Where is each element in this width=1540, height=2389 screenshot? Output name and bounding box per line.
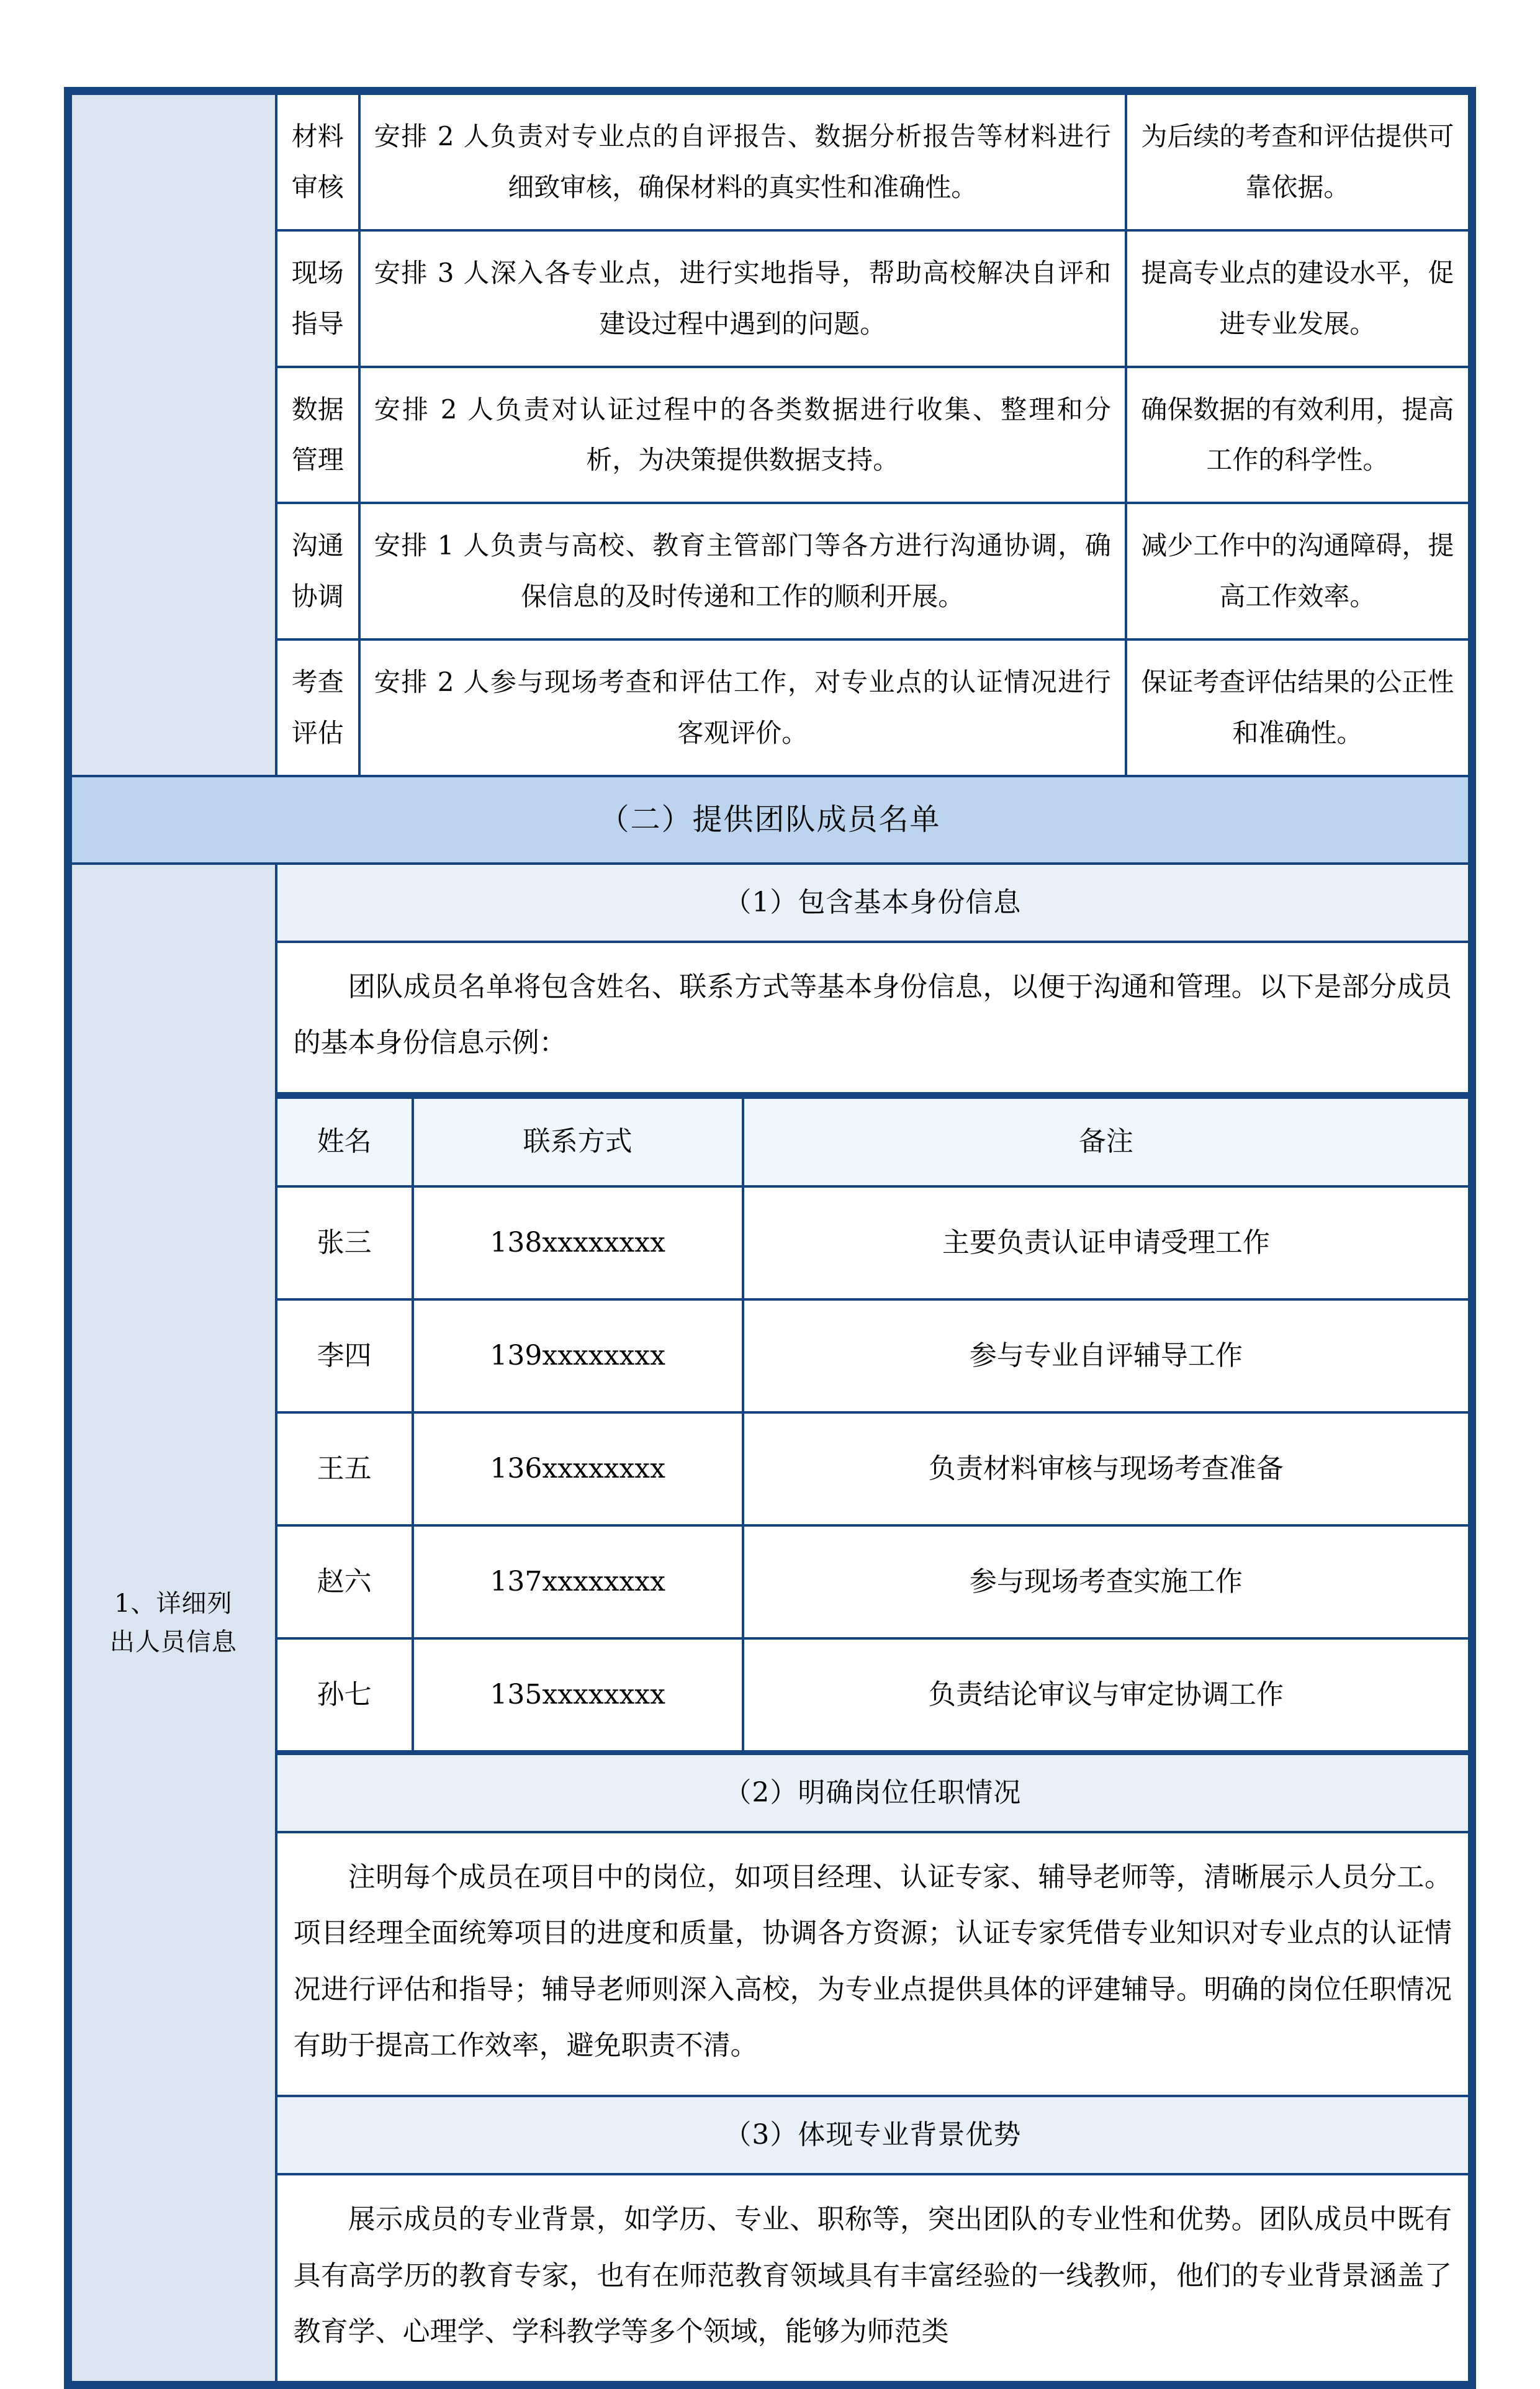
member-name-0: 张三 [277,1186,413,1299]
member-col-header-note: 备注 [743,1097,1468,1186]
member-name-1: 李四 [277,1299,413,1412]
sub-paragraph-3: 展示成员的专业背景，如学历、专业、职称等，突出团队的专业性和优势。团队成员中既有具有高学历的教育专家，也有在师范教育领域具有丰富经验的一线教师，他们的专业背景涵盖了教育学、心理学、学科教学等多个领域，能够为师范类 [293,2203,1452,2347]
member-name-3: 赵六 [277,1525,413,1638]
member-phone-0: 138xxxxxxxx [413,1186,743,1299]
member-note-0: 主要负责认证申请受理工作 [743,1186,1468,1299]
member-phone-4: 135xxxxxxxx [413,1638,743,1751]
table-row [68,776,1472,864]
duty-label-line2: 审核 [291,171,344,202]
table-row [68,230,1472,367]
duty-purpose-1: 提高专业点的建设水平，促进专业发展。 [1126,230,1472,367]
table-row [68,2174,1472,2385]
member-note-1: 参与专业自评辅导工作 [743,1299,1468,1412]
table-row [68,91,1472,230]
sub-paragraph-2: 注明每个成员在项目中的岗位，如项目经理、认证专家、辅导老师等，清晰展示人员分工。项目经理全面统筹项目的进度和质量，协调各方资源；认证专家凭借专业知识对专业点的认证情况进行评估和指导；辅导老师则深入高校，为专业点提供具体的评建辅导。明确的岗位任职情况有助于提高工作效率，避免职责不清。 [293,1861,1452,2061]
duty-purpose-4: 保证考查评估结果的公正性和准确性。 [1126,639,1472,776]
member-col-header-name: 姓名 [277,1097,413,1186]
member-row-4 [277,1638,1468,1751]
table-row [68,503,1472,639]
duty-content-0: 安排 2 人负责对专业点的自评报告、数据分析报告等材料进行细致审核，确保材料的真实性和准确性。 [359,91,1126,230]
member-table-header-row [277,1097,1468,1186]
sub-heading-3: （3）体现专业背景优势 [276,2096,1472,2174]
duty-purpose-0: 为后续的考查和评估提供可靠依据。 [1126,91,1472,230]
member-note-2: 负责材料审核与现场考查准备 [743,1412,1468,1525]
member-row-0 [277,1186,1468,1299]
duty-label-4 [276,639,359,776]
sub-heading-1: （1）包含基本身份信息 [276,864,1472,942]
duty-label-line2: 评估 [291,718,344,749]
member-table-cell [276,1093,1472,1753]
sub-heading-2: （2）明确岗位任职情况 [276,1754,1472,1832]
spine-cell-duties [68,91,276,776]
member-name-2: 王五 [277,1412,413,1525]
spine-label-line1: 1、详细列 [114,1589,233,1618]
duty-label-line1: 沟通 [291,530,344,561]
spine-label-line2: 出人员信息 [109,1627,237,1656]
member-name-4: 孙七 [277,1638,413,1751]
member-note-3: 参与现场考查实施工作 [743,1525,1468,1638]
sub-paragraph-1-cell [276,942,1472,1093]
duty-label-2 [276,367,359,504]
duty-label-line2: 管理 [291,445,344,476]
table-row [68,1754,1472,1832]
duty-label-line2: 协调 [291,581,344,612]
table-row [68,1832,1472,2096]
duty-content-4: 安排 2 人参与现场考查和评估工作，对专业点的认证情况进行客观评价。 [359,639,1126,776]
table-row [68,367,1472,504]
duty-label-line1: 数据 [291,394,344,425]
table-row [68,639,1472,776]
member-note-4: 负责结论审议与审定协调工作 [743,1638,1468,1751]
duty-content-3: 安排 1 人负责与高校、教育主管部门等各方进行沟通协调，确保信息的及时传递和工作的顺利开展。 [359,503,1126,639]
duty-label-line1: 考查 [291,667,344,698]
duty-label-1 [276,230,359,367]
duty-purpose-2: 确保数据的有效利用，提高工作的科学性。 [1126,367,1472,504]
duty-purpose-3: 减少工作中的沟通障碍，提高工作效率。 [1126,503,1472,639]
duty-label-line2: 指导 [291,308,344,339]
duty-content-1: 安排 3 人深入各专业点，进行实地指导，帮助高校解决自评和建设过程中遇到的问题。 [359,230,1126,367]
member-phone-2: 136xxxxxxxx [413,1412,743,1525]
duty-label-0 [276,91,359,230]
duty-label-line1: 现场 [291,257,344,288]
table-row [68,1093,1472,1753]
member-table [277,1095,1468,1752]
sub-paragraph-2-cell [276,1832,1472,2096]
member-phone-1: 139xxxxxxxx [413,1299,743,1412]
duty-label-line1: 材料 [291,121,344,151]
section-heading-two: （二）提供团队成员名单 [68,776,1472,864]
duty-content-2: 安排 2 人负责对认证过程中的各类数据进行收集、整理和分析，为决策提供数据支持。 [359,367,1126,504]
member-phone-3: 137xxxxxxxx [413,1525,743,1638]
sub-paragraph-1: 团队成员名单将包含姓名、联系方式等基本身份信息，以便于沟通和管理。以下是部分成员的基本身份信息示例： [293,971,1452,1059]
table-row [68,864,1472,942]
duty-label-3 [276,503,359,639]
member-row-3 [277,1525,1468,1638]
member-row-1 [277,1299,1468,1412]
main-document-table [64,87,1476,2389]
table-row [68,942,1472,1093]
member-col-header-phone: 联系方式 [413,1097,743,1186]
sub-paragraph-3-cell [276,2174,1472,2385]
table-row [68,2096,1472,2174]
member-row-2 [277,1412,1468,1525]
spine-cell-member-info [68,864,276,2385]
